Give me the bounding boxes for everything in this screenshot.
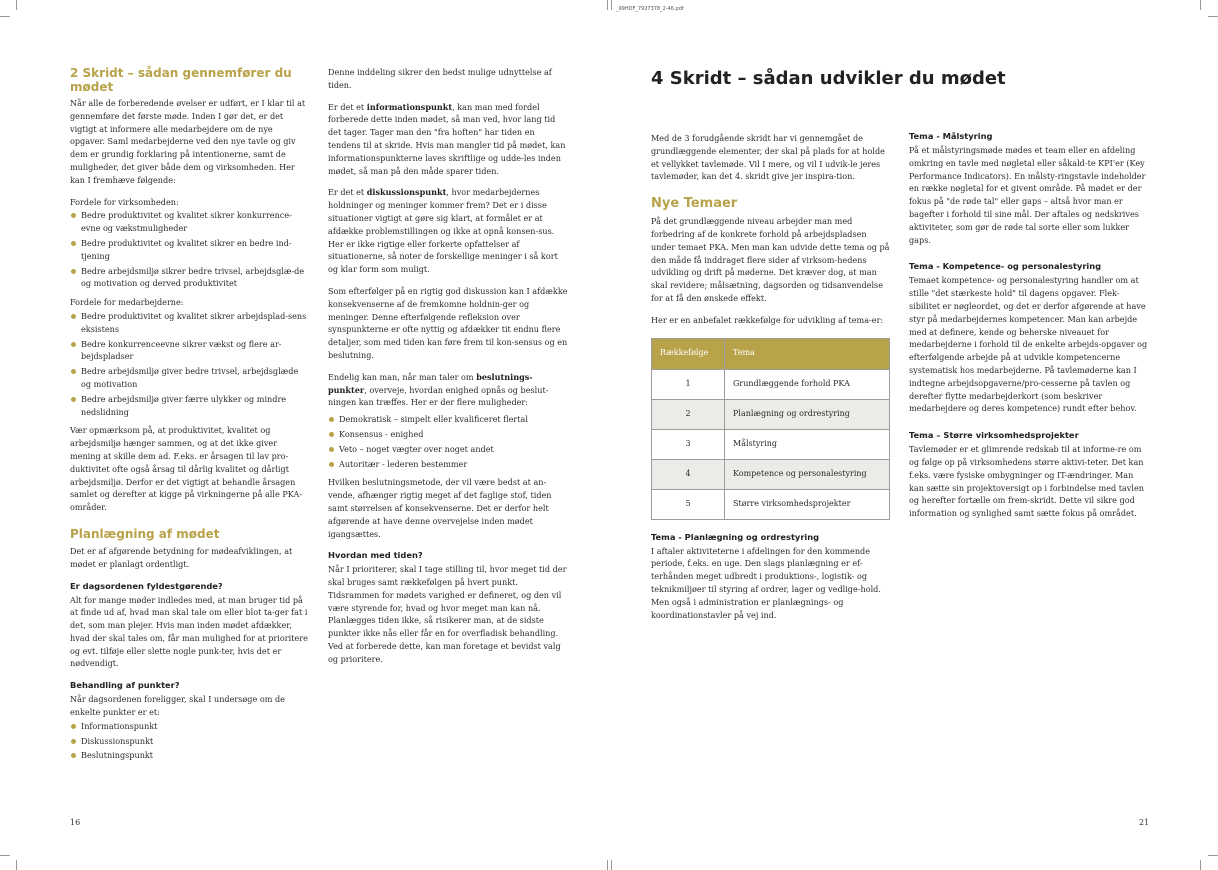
subheading: Hvordan med tiden? (328, 550, 423, 561)
left-column-1 (70, 66, 310, 768)
table-row (652, 459, 890, 489)
crop-mark (16, 860, 17, 870)
discussion-point-paragraph: Er det et diskussionspunkt, hvor medarbejdernes holdninger og meninger kommer frem? Det er i disse situationer vigtigt at gøre sig klart, at formålet er at afdække problemstillingen og ikke at opnå konsen-sus. Her er ikke rigtige eller forkerte opfattelser af situationerne, så noter de forskellige meninger i så kort og klar form som muligt. (328, 187, 558, 275)
subheading: Tema – Større virksomhedsprojekter (909, 430, 1079, 441)
file-label: _99HDF_7927378_2-46.pdf (616, 6, 684, 12)
paragraph: Hvilken beslutningsmetode, der vil være bedst at an-vende, afhænger rigtig meget af det faglige stof, tiden samt størrelsen af konsekvenserne. Det er derfor helt afgørende at have denne overvejelse inden mødet igangsættes. (328, 477, 552, 539)
crop-mark (607, 860, 608, 870)
planning-paragraph: Det er af afgørende betydning for mødeafviklingen, at mødet er planlagt ordentligt. (70, 545, 293, 569)
employee-benefits-list (70, 310, 310, 418)
list-label: Fordele for virksomheden: (70, 196, 179, 207)
list-item: Bedre produktivitet og kvalitet sikrer konkurrence-evne og vækstmuligheder (70, 209, 310, 235)
list-item: Bedre produktivitet og kvalitet sikrer en bedre ind-tjening (70, 237, 310, 263)
section-heading: 2 Skridt – sådan gennemfører du mødet (70, 66, 292, 94)
subheading: Behandling af punkter? (70, 680, 180, 691)
subheading: Tema - Planlægning og ordrestyring (651, 531, 820, 542)
table-header: Tema (725, 338, 890, 369)
section-heading: Nye Temaer (651, 196, 738, 212)
table-cell: Større virksomhedsprojekter (725, 489, 890, 519)
crop-mark (611, 860, 612, 870)
table-header: Rækkefølge (652, 338, 725, 369)
agenda-paragraph: Alt for mange møder indledes med, at man bruger tid på at finde ud af, hvad man skal tale om eller blot ta-ger fat i det, som man plejer. Hvis man inden mødet afdækker, hvad der skal tales om, får man mulighed for at prioritere og evt. tilføje eller slette nogle punk-ter, hvis det er nødvendigt. (70, 594, 308, 669)
theme-paragraph: På et målstyringsmøde mødes et team eller en afdeling omkring en tavle med nøgletal eller såkald-te KPI'er (Key Performance Indicators). En målsty-ringstavle indeholder en række nøgletal for et givent område. På mødet er der fokus på "de røde tal" eller gaps – altså hvor man er bagefter i forhold til sine mål. Der aftales og nedskrives aktiviteter, som gør de røde tal sorte eller som lukker gaps. (909, 145, 1146, 245)
intro-paragraph: Med de 3 forudgående skridt har vi gennemgået de grundlæggende elementer, der skal på plads for at holde et vellykket tavlemøde. Vil I mere, og vil I udvik-le jeres tavlemøder, kan det 4. skridt give jer inspira-tion. (651, 133, 885, 182)
left-column-2 (328, 66, 568, 675)
subheading: Er dagsordenen fyldestgørende? (70, 580, 223, 591)
list-item: Informationspunkt (70, 720, 310, 733)
order-paragraph: Her er en anbefalet rækkefølge for udvikling af tema-er: (651, 314, 884, 325)
awareness-paragraph: Vær opmærksom på, at produktivitet, kvalitet og arbejdsmiljø hænger sammen, og at det ikke giver mening at skille dem ad. F.eks. er årsagen til lav pro-duktivitet ofte også årsag til dårlig kvalitet og dårligt arbejdsmiljø. Derfor er det vigtigt at behandle årsagen samlet og derefter at kigge på virkningerne på alle PKA-områder. (70, 425, 303, 513)
theme-paragraph: I aftaler aktiviteterne i afdelingen for den kommende periode, f.eks. en uge. Den slags planlægning er ef-terhånden meget udbredt i produktions-, logistik- og teknikmiljøer til styring af ordrer, lager og vedlige-hold. Men også i administration er planlægnings- og koordinationstavler på vej ind. (651, 545, 881, 620)
list-item: Bedre arbejdsmiljø sikrer bedre trivsel, arbejdsglæ-de og motivation og derved produktivitet (70, 265, 310, 291)
intro-paragraph: Når alle de forberedende øvelser er udført, er I klar til at gennemføre det første møde. Inden I gør det, er det vigtigt at informere alle medarbejdere om de nye opgaver. Saml medarbejderne ved den nye tavle og giv dem er grundig forklaring på intentionerne, samt de muligheder, det giver både dem og virksomheden. Her kan I fremhæve følgende: (70, 98, 306, 185)
crop-mark (1200, 0, 1201, 10)
right-column-1 (651, 132, 891, 630)
list-item: Bedre arbejdsmiljø giver færre ulykker og mindre nedslidning (70, 393, 310, 419)
list-item: Diskussionspunkt (70, 735, 310, 748)
table-cell: 1 (652, 369, 725, 399)
crop-mark (1200, 860, 1201, 870)
table-row (652, 429, 890, 459)
crop-mark (607, 0, 608, 10)
section-heading: Planlægning af mødet (70, 526, 220, 541)
crop-mark (611, 0, 612, 10)
time-paragraph: Når I prioriterer, skal I tage stilling til, hvor meget tid der skal bruges samt rækkefølgen på hvert punkt. Tidsrammen for mødets varighed er defineret, og den vil være styrende for, hvad og hvor meget man kan nå. Planlægges tiden ikke, så risikerer man, at de sidste punkter ikke nås eller får en for overfladisk behandling. Ved at forberede dette, kan man foretage et bevidst valg og prioritere. (328, 564, 567, 664)
page-title: 4 Skridt – sådan udvikler du mødet (651, 68, 1006, 89)
crop-mark (0, 16, 10, 17)
crop-mark (1208, 16, 1218, 17)
list-item: Bedre arbejdsmiljø giver bedre trivsel, arbejdsglæde og motivation (70, 365, 310, 391)
page-number: 21 (1139, 818, 1150, 827)
point-types-list (70, 720, 310, 762)
theme-order-table (651, 338, 890, 520)
paragraph: Denne inddeling sikrer den bedst mulige udnyttelse af tiden. (328, 67, 552, 90)
list-item: Bedre produktivitet og kvalitet sikrer arbejdsplad-sens eksistens (70, 310, 310, 336)
table-cell: 2 (652, 399, 725, 429)
table-cell: Grundlæggende forhold PKA (725, 369, 890, 399)
right-column-2 (909, 130, 1149, 529)
list-item: Autoritær - lederen bestemmer (328, 458, 568, 471)
decision-point-paragraph: Endelig kan man, når man taler om beslutnings-punkter, overveje, hvordan enighed opnås og beslut-ningen kan træffes. Her er der flere muligheder: (328, 371, 549, 408)
table-cell: Målstyring (725, 429, 890, 459)
table-cell: Planlægning og ordrestyring (725, 399, 890, 429)
list-item: Veto – noget vægter over noget andet (328, 443, 568, 456)
table-row (652, 369, 890, 399)
list-label: Fordele for medarbejderne: (70, 297, 184, 308)
info-point-paragraph: Er det et informationspunkt, kan man med fordel forberede dette inden mødet, så man ved, hvor lang tid det tager. Tager man den "fra hoften" har tiden en tendens til at skride. Hvis man mangler tid på mødet, kan informationspunkterne laves skriftlige og udde-les inden mødet, så man på den måde sparer tiden. (328, 101, 566, 176)
subheading: Tema - Målstyring (909, 131, 993, 141)
page-number: 16 (70, 818, 81, 827)
table-header-row (652, 338, 890, 369)
crop-mark (1208, 855, 1218, 856)
list-item: Konsensus - enighed (328, 428, 568, 441)
crop-mark (0, 855, 10, 856)
table-cell: Kompetence og personalestyring (725, 459, 890, 489)
table-cell: 4 (652, 459, 725, 489)
theme-paragraph: Temaet kompetence- og personalestyring handler om at stille "det stærkeste hold" til dagens opgaver. Flek-sibilitet er nøgleordet, og det er derfor afgørende at have styr på medarbejdernes kompetencer. Man kan arbejde med at definere, kende og beherske niveauet for medarbejderne i forhold til de enkelte arbejds-opgaver og efterfølgende arbejde på at udvikle kompetencerne systematisk hos medarbejderne. På tavlemøderne kan I indtegne arbejdsopgaverne/pro-cesserne på tavlen og derefter flytte medarbejderkort (som beskriver medarbejdere og deres kompetence) rundt efter behov. (909, 275, 1148, 414)
themes-paragraph: På det grundlæggende niveau arbejder man med forbedring af de konkrete forhold på arbejdspladsen under temaet PKA. Men man kan udvide dette tema og på den måde få inddraget flere sider af virksom-hedens udvikling og drift på møderne. Det kræver dog, at man skal revidere; målsætning, dagsorden og tidsanvendelse for at få den ønskede effekt. (651, 216, 890, 303)
paragraph: Som efterfølger på en rigtig god diskussion kan I afdække konsekvenserne af de fremkomne holdnin-ger og meninger. Denne efterfølgende refleksion over synspunkterne er ofte nyttig og afdækker tit endnu flere detaljer, som med tiden kan føre frem til kon-sensus og en beslutning. (328, 285, 568, 360)
list-item: Beslutningspunkt (70, 749, 310, 762)
company-benefits-list (70, 209, 310, 290)
list-item: Demokratisk – simpelt eller kvalificeret flertal (328, 413, 568, 426)
table-cell: 5 (652, 489, 725, 519)
table-row (652, 489, 890, 519)
subheading: Tema - Kompetence- og personalestyring (909, 261, 1102, 272)
table-cell: 3 (652, 429, 725, 459)
table-row (652, 399, 890, 429)
theme-paragraph: Tavlemøder er et glimrende redskab til at informe-re om og følge op på virksomhedens større aktivi-teter. Det kan f.eks. være fysiske ombygninger og IT-ændringer. Man kan sætte sin projektoversigt op i forbindelse med tavlen og herefter fortælle om frem-skridt. Dette vil sikre god information og synlighed samt sætte fokus på området. (909, 444, 1144, 519)
list-item: Bedre konkurrenceevne sikrer vækst og flere ar-bejdspladser (70, 338, 310, 364)
crop-mark (16, 0, 17, 10)
points-paragraph: Når dagsordenen foreligger, skal I undersøge om de enkelte punkter er et: (70, 694, 285, 718)
decision-methods-list (328, 413, 568, 470)
